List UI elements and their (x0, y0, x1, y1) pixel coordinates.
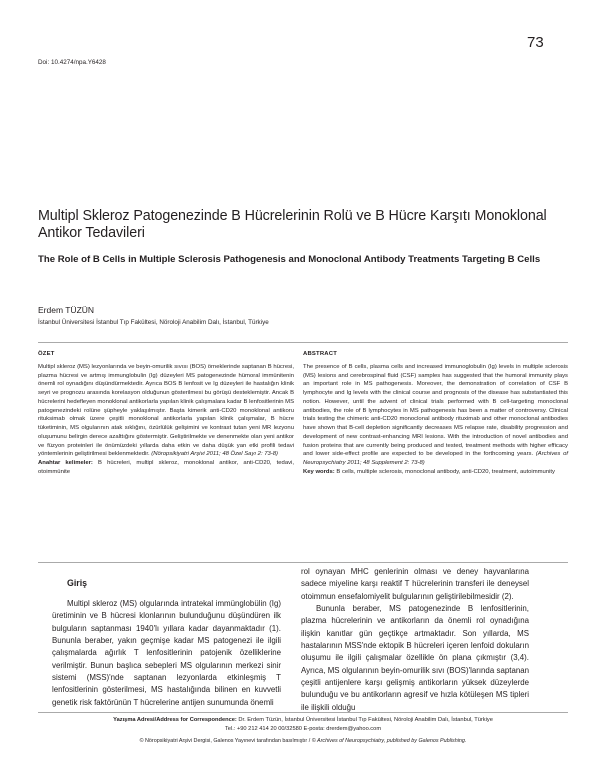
copyright-line (38, 738, 568, 744)
page-number: 73 (527, 34, 544, 51)
body-column-right (301, 566, 529, 714)
body-column-left (52, 598, 281, 709)
abstract-turkish-text: Multipl skleroz (MS) lezyonlarında ve beyin-omurilik sıvısı (BOS) örneklerinde saptanan B hücresi, plazma hücresi ve artmış immunglobulin (Ig) düzeyleri MS patogenezinde hümoral immünitenin önemli rol oynadığını düşündürmektedir. Ayrıca BOS B lenfosit ve Ig düzeyleri ile hastalığın klinik seyri ve prognozu arasında korelasyon olduğunun gösterilmesi bu görüşü desteklemiştir. Ancak B hücrelerini hedefleyen monoklonal antikorlarla yapılan klinik çalışmalara kadar B lenfositlerinin MS patogenezindeki rolüne şüpheyle yaklaşılmıştır. Başta kimerik anti-CD20 monoklonal antikoru rituksimab olmak üzere çeşitli monoklonal antikorlarla yapılan klinik çalışmalar, B hücre tüketiminin, MS olgularının atak sıklığını, özürlülük gelişimini ve kontrast tutan yeni MR lezyonu oluşumunu belirgin derece azalttığını göstermiştir. Geliştirilmekte ve denenmekte olan yeni antikor ve füzyon proteinleri ile önümüzdeki yıllarda daha etkin ve daha düşük yan etki profili tedavi yöntemlerinin geliştirilmesi beklenmektedir. (38, 363, 294, 458)
body-paragraph: Multipl skleroz (MS) olgularında intratekal immünglobülin (Ig) üretiminin ve B hücresi klonlarının bulunduğunu düşündüren ilk bulguların saptanması 1940'lı yıllara kadar dayanmaktadır (1). Bununla beraber, yakın geçmişe kadar MS patogenezi ile ilgili çalışmalarda ağırlık T lenfositlerinin patojenik özelliklerine verilmiştir. Bunun başlıca sebepleri MS olgularının merkezi sinir sistemi (MSS)'nde saptanan lezyonlarda etkinleşmiş T lenfositlerinin gösterilmesi, MS hastalığında bilinen en kuvvetli genetik risk faktörünün T hücrelerine antijen sunumunda önemli (52, 599, 281, 707)
abstract-turkish (38, 350, 294, 477)
body-paragraph: rol oynayan MHC genlerinin olması ve deney hayvanlarına sadece miyeline karşı reaktif T hücrelerinin transferi ile deneysel otoimmun ensefalomiyelit bulgularının geliştirilebilmesidir (2). (301, 567, 529, 601)
abstract-english-citation: (Archives of Neuropsychiatry 2011; 48 Supplement 2: 73-8) (303, 451, 568, 466)
author: Erdem TÜZÜN (38, 305, 95, 315)
abstract-english-text: The presence of B cells, plasma cells and increased immunoglobulin (Ig) levels in multiple sclerosis (MS) lesions and cerebrospinal fluid (CSF) samples has suggested that the humoral immunity plays an important role in MS pathogenesis. Moreover, the demonstration of correlation of CSF B lymphocyte and Ig levels with the clinical course and prognosis of the disease has substantiated this notion. However, until the advent of clinical trials performed with B cell-targeting monoclonal antibodies, the role of B lymphocytes in MS pathogenesis has been a matter of controversy. Clinical trials testing the chimeric anti-CD20 monoclonal antibody rituximab and other monoclonal antibodies have shown that B-cell depletion significantly decreases MS relapse rate, disability progression and development of new contrast-enhancing MRI lesions. With the introduction of novel antibodies and fusion proteins that are currently being produced and tested, treatment methods with higher efficacy and lower side-effect profile are expected to be developed in the forthcoming years. (303, 363, 568, 458)
abstract-english-keywords (303, 468, 568, 477)
abstract-english (303, 350, 568, 477)
keywords-text: B hücreleri, multipl skleroz, monoklonal antikor, anti-CD20, tedavi, otoimmünite (38, 460, 294, 475)
doi: Doi: 10.4274/npa.Y6428 (38, 59, 106, 66)
divider-abstract (38, 562, 568, 563)
divider-top (38, 342, 568, 343)
title-turkish: Multipl Skleroz Patogenezinde B Hücrelerinin Rolü ve B Hücre Karşıtı Monoklonal Antikor Tedavileri (38, 208, 547, 241)
body-paragraph: Bununla beraber, MS patogenezinde B lenfositlerinin, plazma hücrelerinin ve antikorların da önemli rol oynadığına ilişkin kanıtlar gün geçtikçe artmaktadır. Son yıllarda, MS hastalarının MSS'nde ektopik B hücreleri içeren lenfoid dokuların oluşumu ile ilgili çalışmalar özellikle ön plana çıkmıştır (3,4). Ayrıca, MS olgularının beyin-omurilik sıvı (BOS)'larında saptanan çeşitli antijenlere karşı gelişmiş antikorların yüksek düzeylerde bulunduğu ve bu antikorların agresif ve hızla kötüleşen MS tipleri ile ilişkili olduğu (301, 604, 529, 712)
title-english: The Role of B Cells in Multiple Sclerosis Pathogenesis and Monoclonal Antibody Treatments Targeting B Cells (38, 254, 541, 265)
abstract-turkish-keywords (38, 459, 294, 477)
divider-footer (38, 712, 568, 713)
abstract-turkish-citation: (Nöropsikiyatri Arşivi 2011; 48 Özel Sayı 2: 73-8) (151, 451, 278, 458)
correspondence-address: Dr. Erdem Tüzün, İstanbul Üniversitesi İstanbul Tıp Fakültesi, Nöroloji Anabilim Dalı, İstanbul, Türkiye (238, 717, 493, 723)
affiliation: İstanbul Üniversitesi İstanbul Tıp Fakültesi, Nöroloji Anabilim Dalı, İstanbul, Türkiye (38, 319, 269, 326)
correspondence-contact: Tel.: +90 212 414 20 00/32580 E-posta: drerdem@yahoo.com (224, 726, 382, 732)
keywords-text: B cells, multiple sclerosis, monoclonal antibody, anti-CD20, treatment, autoimmunity (336, 468, 555, 475)
keywords-label: Anahtar kelimeler: (38, 460, 93, 466)
correspondence-footer (38, 716, 568, 734)
keywords-label: Key words: (303, 468, 335, 475)
correspondence-label: Yazışma Adresi/Address for Correspondence: (113, 717, 237, 723)
section-heading-giris: Giriş (67, 578, 88, 588)
copyright-tr: © Nöropsikiyatri Arşivi Dergisi, Galenos Yayınevi tarafından basılmıştır / (139, 738, 311, 744)
abstract-turkish-heading: ÖZET (38, 351, 55, 357)
copyright-en: © Archives of Neuropsychiatry, published by Galenos Publishing. (311, 738, 467, 744)
abstract-english-heading: ABSTRACT (303, 351, 337, 357)
